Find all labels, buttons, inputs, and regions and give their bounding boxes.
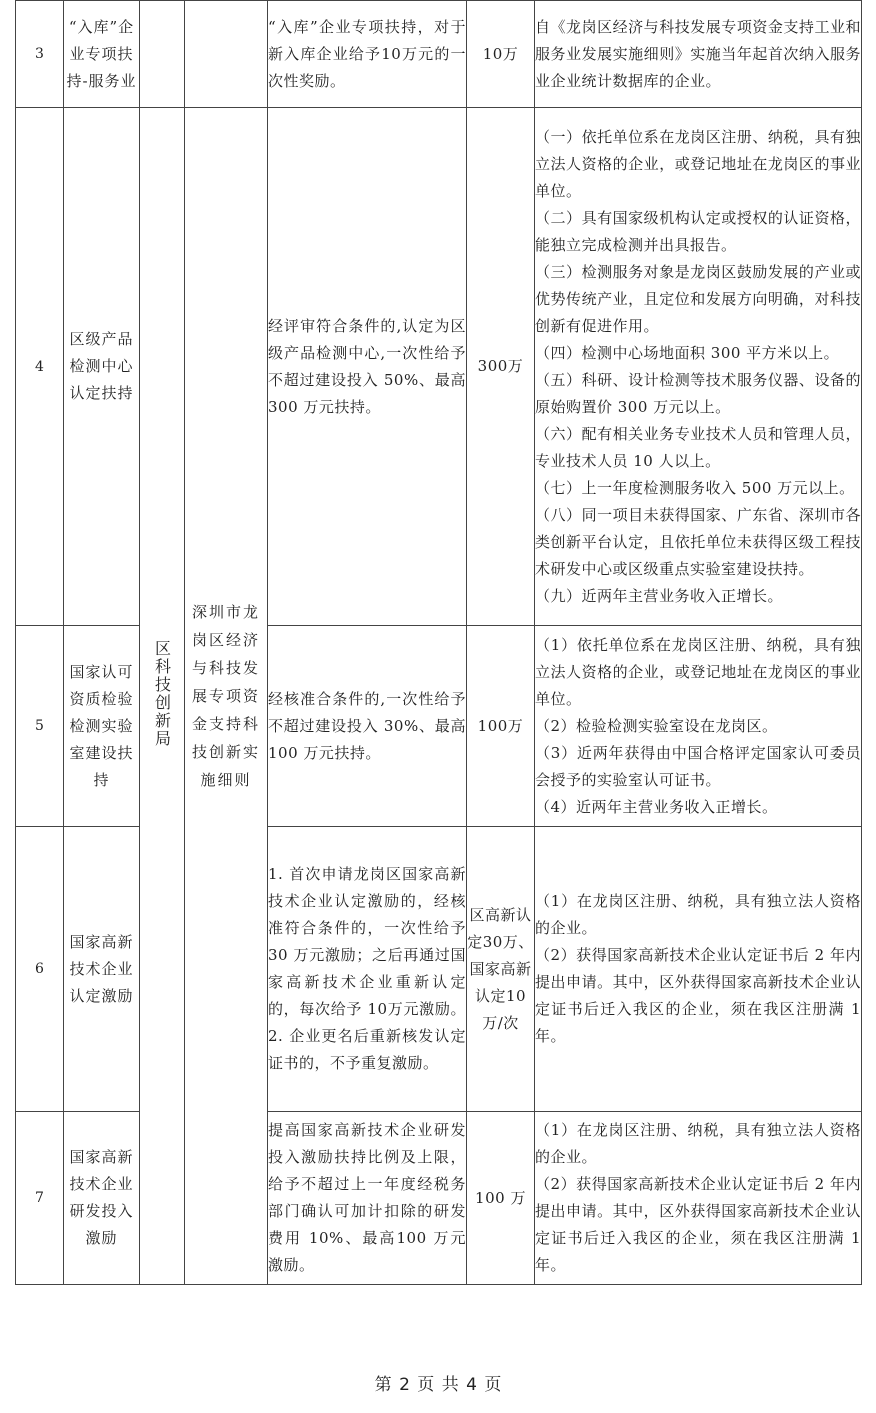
condition-line: （2）检验检测实验室设在龙岗区。: [535, 716, 778, 735]
item-name: 区级产品检测中心认定扶持: [64, 108, 140, 626]
policy-cell-empty: [185, 1, 268, 108]
condition-line: （4）近两年主营业务收入正增长。: [535, 797, 778, 816]
row-number: 7: [16, 1112, 64, 1285]
condition-line: （2）获得国家高新技术企业认定证书后 2 年内提出申请。其中，区外获得国家高新技术企业认定证书后迁入我区的企业，须在我区注册满 1 年。: [535, 946, 861, 1045]
item-conditions: [535, 108, 862, 626]
condition-line: （六）配有相关业务专业技术人员和管理人员，专业技术人员 10 人以上。: [535, 424, 861, 470]
page-number: 2: [399, 1375, 410, 1395]
policy-name: 深圳市龙岗区经济与科技发展专项资金支持科技创新实施细则: [191, 603, 260, 789]
item-conditions: [535, 626, 862, 827]
condition-line: 自《龙岗区经济与科技发展专项资金支持工业和服务业发展实施细则》实施当年起首次纳入服务业企业统计数据库的企业。: [535, 17, 861, 90]
item-amount: 10万: [467, 1, 535, 108]
policy-cell: [185, 108, 268, 1285]
item-content: 经核准合条件的,一次性给予不超过建设投入 30%、最高100 万元扶持。: [268, 626, 467, 827]
item-amount: 100万: [467, 626, 535, 827]
footer-gong: 共: [441, 1375, 459, 1395]
row-number: 3: [16, 1, 64, 108]
footer-di: 第: [374, 1375, 392, 1395]
condition-line: （八）同一项目未获得国家、广东省、深圳市各类创新平台认定，且依托单位未获得区级工程技术研发中心或区级重点实验室建设扶持。: [535, 505, 861, 578]
item-conditions: [535, 827, 862, 1112]
item-conditions: [535, 1, 862, 108]
row-number: 5: [16, 626, 64, 827]
condition-line: （四）检测中心场地面积 300 平方米以上。: [535, 343, 840, 362]
condition-line: （1）在龙岗区注册、纳税，具有独立法人资格的企业。: [535, 1121, 861, 1166]
item-content: 1. 首次申请龙岗区国家高新技术企业认定激励的，经核准符合条件的，一次性给予 30 万元激励；之后再通过国家高新技术企业重新认定的，每次给予 10万元激励。2. 企业更名后重新核发认定证书的，不予重复激励。: [268, 827, 467, 1112]
row-number: 4: [16, 108, 64, 626]
condition-line: （二）具有国家级机构认定或授权的认证资格，能独立完成检测并出具报告。: [535, 208, 861, 254]
condition-line: （五）科研、设计检测等技术服务仪器、设备的原始购置价 300 万元以上。: [535, 370, 861, 416]
department-cell: [140, 108, 185, 1285]
item-amount: 300万: [467, 108, 535, 626]
item-content: 经评审符合条件的,认定为区级产品检测中心,一次性给予不超过建设投入 50%、最高300 万元扶持。: [268, 108, 467, 626]
condition-line: （3）近两年获得由中国合格评定国家认可委员会授予的实验室认可证书。: [535, 743, 861, 789]
condition-line: （一）依托单位系在龙岗区注册、纳税，具有独立法人资格的企业，或登记地址在龙岗区的事业单位。: [535, 127, 861, 200]
page-total: 4: [466, 1375, 477, 1395]
condition-line: （1）依托单位系在龙岗区注册、纳税，具有独立法人资格的企业，或登记地址在龙岗区的事业单位。: [535, 635, 861, 708]
item-conditions: [535, 1112, 862, 1285]
item-name: 国家高新技术企业研发投入激励: [64, 1112, 140, 1285]
footer-ye: 页: [417, 1375, 435, 1395]
condition-line: （1）在龙岗区注册、纳税，具有独立法人资格的企业。: [535, 892, 861, 937]
footer-ye: 页: [484, 1375, 502, 1395]
department: 区科技创新局: [152, 640, 172, 748]
department-cell-empty: [140, 1, 185, 108]
table-row: [16, 108, 862, 626]
item-content: 提高国家高新技术企业研发投入激励扶持比例及上限，给予不超过上一年度经税务部门确认可加计扣除的研发费用 10%、最高100 万元激励。: [268, 1112, 467, 1285]
condition-line: （三）检测服务对象是龙岗区鼓励发展的产业或优势传统产业，且定位和发展方向明确，对科技创新有促进作用。: [535, 262, 861, 335]
item-amount: 100 万: [467, 1112, 535, 1285]
item-content: “入库”企业专项扶持，对于新入库企业给予10万元的一次性奖励。: [268, 1, 467, 108]
policy-table: [15, 0, 862, 1285]
condition-line: （2）获得国家高新技术企业认定证书后 2 年内提出申请。其中，区外获得国家高新技术企业认定证书后迁入我区的企业，须在我区注册满 1 年。: [535, 1175, 861, 1274]
condition-line: （七）上一年度检测服务收入 500 万元以上。: [535, 478, 855, 497]
row-number: 6: [16, 827, 64, 1112]
item-name: 国家认可资质检验检测实验室建设扶持: [64, 626, 140, 827]
item-name: 国家高新技术企业认定激励: [64, 827, 140, 1112]
item-amount: 区高新认定30万、国家高新认定10万/次: [467, 827, 535, 1112]
item-name: “入库”企业专项扶持-服务业: [64, 1, 140, 108]
page-footer: [0, 1370, 876, 1395]
table-row: [16, 1, 862, 108]
condition-line: （九）近两年主营业务收入正增长。: [535, 586, 784, 605]
